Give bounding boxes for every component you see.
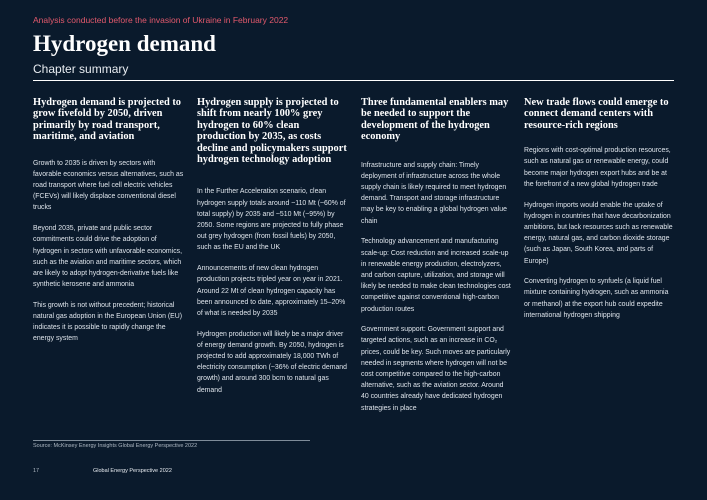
column-paragraph: In the Further Acceleration scenario, clean hydrogen supply totals around ~110 Mt (~60% of total supply) by 2035 and ~510 Mt (~95%) by 2050. Some regions are projected to fully phase out grey hydrogen (from fossil fuels) by 2050, such as the EU and the UK — [197, 188, 346, 252]
column-paragraph: This growth is not without precedent; historical natural gas adoption in the European Union (EU) indicates it is possible to rapidly change the energy system — [33, 301, 183, 343]
column-paragraph: Beyond 2035, private and public sector commitments could drive the adoption of hydrogen in sectors with unfavorable economics, such as the aviation and maritime sectors, which are likely to adopt hydrogen-derivative fuels like synthetic kerosene and ammonia — [33, 225, 182, 289]
column-paragraph: Hydrogen imports would enable the uptake of hydrogen in countries that have decarbonization ambitions, but lack resources such as renewable energy, natural gas, and carbon dioxide storage (such as Japan, South Korea, and parts of Europe) — [524, 201, 673, 265]
column-trade-flows — [524, 97, 676, 331]
column-paragraph: Technology advancement and manufacturing scale-up: Cost reduction and increased scale-up in renewable energy production, electrolyzers, and carbon capture, utilization, and storage will likely be needed to make clean technologies cost competitive against conventional high-carbon production routes — [361, 238, 511, 313]
column-paragraph: Hydrogen production will likely be a major driver of energy demand growth. By 2050, hydrogen is projected to add approximately 18,000 TWh of electricity consumption (~36% of electric demand growth) and around 300 bcm to natural gas demand — [197, 330, 347, 394]
column-enablers — [361, 97, 511, 423]
column-paragraph: Converting hydrogen to synfuels (a liquid fuel mixture containing hydrogen, such as ammonia or methanol) at the export hub could expedite international hydrogen shipping — [524, 278, 669, 319]
column-paragraph: Government support: Government support and targeted actions, such as an increase in CO₂ prices, could be key. Such moves are particularly needed in segments where hydrogen will not be cost competitive compared to the high-carbon alternative, such as the aviation sector. Around 40 countries already have dedicated hydrogen strategies in place — [361, 326, 511, 412]
title-divider — [33, 80, 674, 81]
page-title: Hydrogen demand — [33, 31, 216, 56]
column-paragraph: Regions with cost-optimal production resources, such as natural gas or renewable energy, could become major hydrogen export hubs and be at the forefront of a new global hydrogen trade — [524, 147, 671, 188]
publication-name: Global Energy Perspective 2022 — [93, 468, 172, 474]
column-paragraph: Infrastructure and supply chain: Timely deployment of infrastructure across the whole supply chain is likely required to meet hydrogen demand. Transport and storage infrastructure may be key to enabling a global hydrogen value chain — [361, 161, 507, 225]
column-demand — [33, 97, 185, 354]
column-paragraph: Announcements of new clean hydrogen production projects tripled year on year in 2021. Around 22 Mt of clean hydrogen capacity has been announced to date, approximately 15–20% of what is needed by 2035 — [197, 265, 346, 317]
column-heading: Three fundamental enablers may be needed to support the development of the hydrogen economy — [361, 97, 509, 143]
column-heading: New trade flows could emerge to connect demand centers with resource-rich regions — [524, 97, 669, 131]
column-supply — [197, 97, 347, 405]
column-heading: Hydrogen demand is projected to grow fivefold by 2050, driven primarily by road transport, maritime, and aviation — [33, 97, 181, 143]
column-paragraph: Growth to 2035 is driven by sectors with favorable economics versus alternatives, such as road transport where fuel cell electric vehicles (FCEVs) will likely displace conventional diesel trucks — [33, 159, 184, 212]
page-number: 17 — [33, 468, 40, 474]
source-note: Source: McKinsey Energy Insights Global Energy Perspective 2022 — [33, 443, 198, 449]
page-subtitle: Chapter summary — [33, 62, 129, 76]
analysis-notice: Analysis conducted before the invasion of Ukraine in February 2022 — [33, 15, 289, 25]
source-divider — [33, 440, 310, 441]
column-heading: Hydrogen supply is projected to shift from nearly 100% grey hydrogen to 60% clean production by 2035, as costs decline and policymakers support hydrogen technology adoption — [197, 97, 347, 166]
